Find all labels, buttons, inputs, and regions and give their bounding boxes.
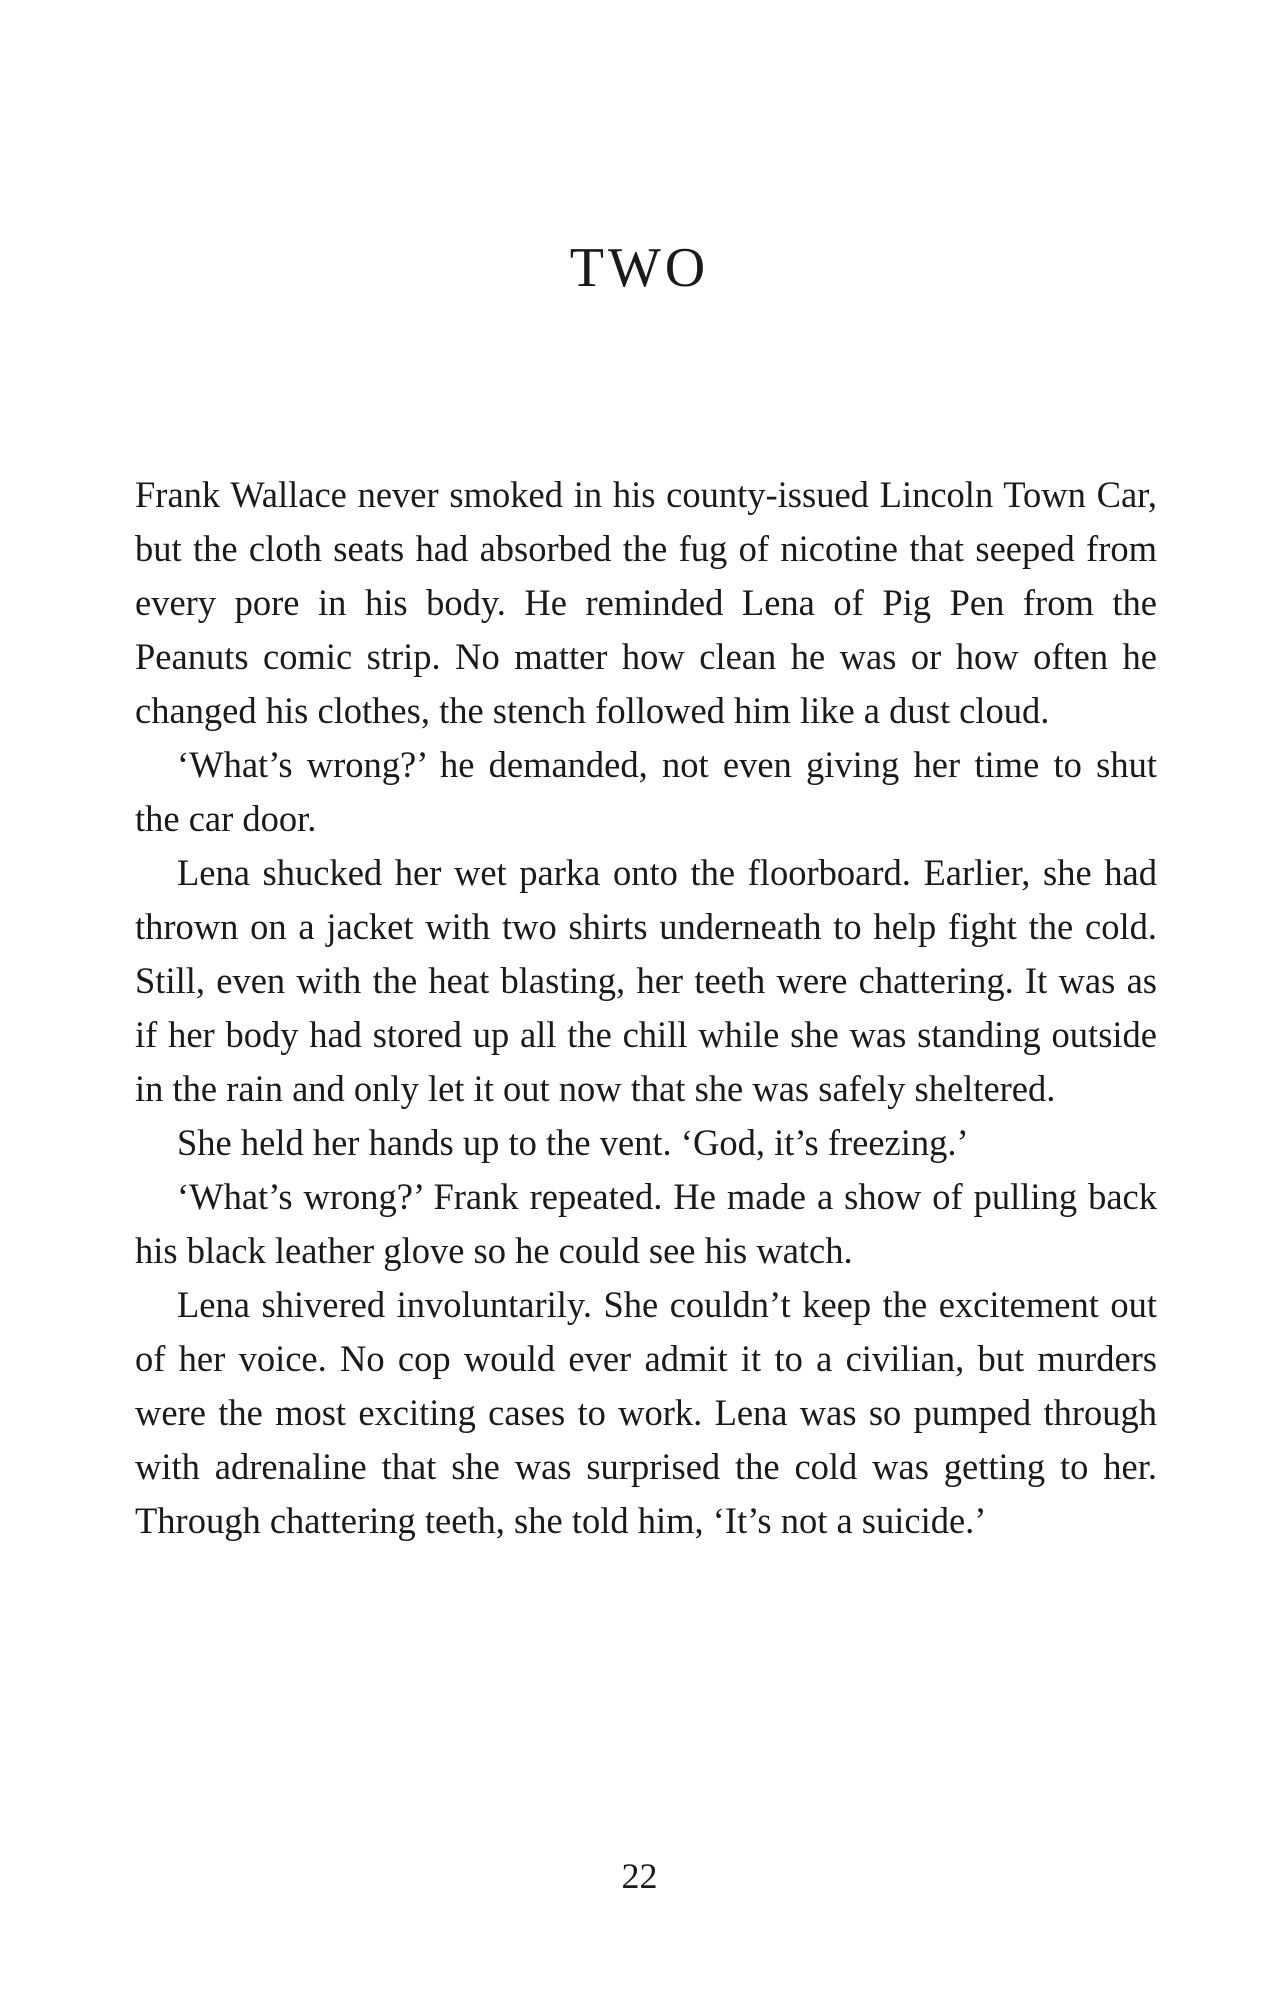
paragraph: ‘What’s wrong?’ Frank repeated. He made a show of pulling back his black leather glove so he could see his watch. (135, 1176, 1157, 1271)
paragraph: She held her hands up to the vent. ‘God, it’s freezing.’ (177, 1122, 969, 1163)
paragraph: ‘What’s wrong?’ he demanded, not even giving her time to shut the car door. (135, 744, 1157, 839)
paragraph: Frank Wallace never smoked in his county-issued Lincoln Town Car, but the cloth seats had absorbed the fug of nicotine that seeped from every pore in his body. He reminded Lena of Pig Pen from the Peanuts comic strip. No matter how clean he was or how often he changed his clothes, the stench followed him like a dust cloud. (135, 474, 1157, 731)
body-text (135, 468, 1157, 1548)
page-number: 22 (621, 1856, 658, 1896)
paragraph: Lena shucked her wet parka onto the floorboard. Earlier, she had thrown on a jacket with two shirts underneath to help fight the cold. Still, even with the heat blasting, her teeth were chattering. It was as if her body had stored up all the chill while she was standing outside in the rain and only let it out now that she was safely sheltered. (135, 852, 1157, 1109)
paragraph: Lena shivered involuntarily. She couldn’t keep the excitement out of her voice. No cop would ever admit it to a civilian, but murders were the most exciting cases to work. Lena was so pumped through with adrenaline that she was surprised the cold was getting to her. Through chattering teeth, she told him, ‘It’s not a suicide.’ (135, 1284, 1157, 1541)
chapter-title: TWO (569, 237, 710, 299)
